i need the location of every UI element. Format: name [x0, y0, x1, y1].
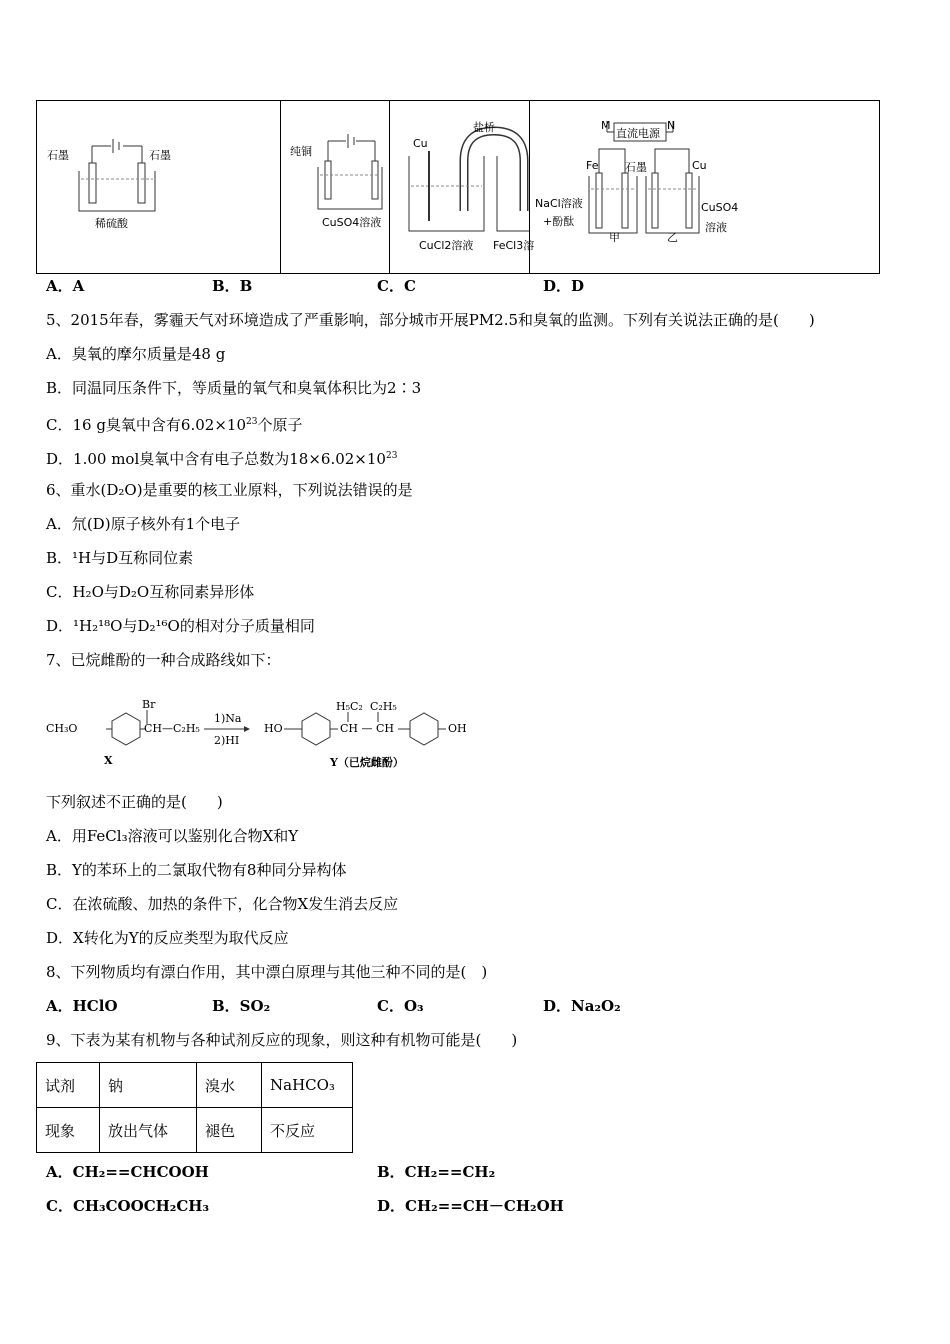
figure-c	[389, 101, 535, 273]
q5-option-a: A．臭氧的摩尔质量是48 g	[46, 345, 226, 363]
fig-d-n-label: N	[667, 119, 676, 132]
fig-b-left-label: 纯铜	[290, 145, 312, 158]
y-ethyl-right: C₂H₅	[370, 700, 397, 713]
fig-c-left-solution: CuCl2溶液	[419, 239, 474, 252]
q9-option-c: C．CH₃COOCH₂CH₃	[46, 1197, 210, 1215]
table-row	[37, 1063, 353, 1108]
fig-c-metal-label: Cu	[413, 137, 428, 150]
fig-d-left-solution2: +酚酞	[543, 215, 575, 228]
q4-option-d: D．D	[543, 277, 585, 295]
y-ethyl-left: H₅C₂	[336, 700, 363, 713]
figure-d	[529, 101, 879, 273]
q9-reaction-table	[36, 1062, 353, 1153]
q7-option-d: D．X转化为Y的反应类型为取代反应	[46, 929, 289, 947]
figure-a	[37, 101, 281, 273]
figure-b	[280, 101, 390, 273]
q4-option-a: A．A	[46, 277, 85, 295]
q6-option-a: A．氘(D)原子核外有1个电子	[46, 515, 241, 533]
q7-substem: 下列叙述不正确的是( )	[46, 793, 223, 811]
fig-a-right-label: 石墨	[149, 149, 171, 162]
fig-b-solution-label: CuSO4溶液	[322, 216, 382, 229]
q5-option-b: B．同温同压条件下，等质量的氧气和臭氧体积比为2∶3	[46, 379, 422, 397]
q6-option-b: B．¹H与D互称同位素	[46, 549, 194, 567]
table-row	[37, 1108, 353, 1153]
q4-option-b: B．B	[212, 277, 253, 295]
q5-option-c	[46, 412, 302, 435]
y-chain: CH — CH	[340, 722, 395, 735]
q5-c-text: C．16 g臭氧中含有6.02×10	[46, 416, 246, 434]
q7-option-c: C．在浓硫酸、加热的条件下，化合物X发生消去反应	[46, 895, 399, 913]
electrolysis-cell-b-diagram	[280, 101, 389, 273]
table-cell: 现象	[37, 1108, 100, 1153]
table-cell: 溴水	[197, 1063, 262, 1108]
q6-option-c: C．H₂O与D₂O互称同素异形体	[46, 583, 255, 601]
q8-option-d: D．Na₂O₂	[543, 997, 621, 1015]
fig-d-power-label: 直流电源	[616, 127, 660, 140]
q6-option-d: D．¹H₂¹⁸O与D₂¹⁶O的相对分子质量相同	[46, 617, 315, 635]
fig-d-cu-label: Cu	[692, 159, 707, 172]
fig-c-bridge-label: 盐桥	[473, 121, 495, 134]
table-cell: 不反应	[262, 1108, 353, 1153]
y-right-hydroxyl: OH	[448, 722, 467, 735]
fig-d-right-solution: CuSO4	[701, 201, 739, 214]
q8-option-c: C．O₃	[377, 997, 424, 1015]
fig-d-left-solution: NaCl溶液	[535, 197, 583, 210]
q5-option-d	[46, 446, 397, 469]
q7-stem: 7、已烷雌酚的一种合成路线如下：	[46, 651, 281, 669]
q6-stem: 6、重水(D₂O)是重要的核工业原料，下列说法错误的是	[46, 481, 413, 499]
x-bromo-label: Br	[142, 698, 156, 711]
q5-d-text: D．1.00 mol臭氧中含有电子总数为18×6.02×10	[46, 450, 386, 468]
table-cell: NaHCO₃	[262, 1063, 353, 1108]
q8-option-b: B．SO₂	[212, 997, 271, 1015]
q7-option-b: B．Y的苯环上的二氯取代物有8种同分异构体	[46, 861, 347, 879]
fig-d-yi-label: 乙	[667, 231, 678, 244]
electrolysis-cell-d-diagram	[529, 101, 879, 273]
q5-c-exponent: 23	[246, 417, 258, 427]
q4-option-c: C．C	[377, 277, 416, 295]
q7-reaction-scheme	[46, 694, 486, 774]
q5-c-tail: 个原子	[257, 416, 303, 434]
y-compound-label: Y（已烷雌酚）	[330, 756, 404, 769]
table-cell: 钠	[100, 1063, 197, 1108]
table-cell: 放出气体	[100, 1108, 197, 1153]
fig-c-right-solution: FeCl3溶	[493, 239, 535, 252]
q9-option-d: D．CH₂==CH－CH₂OH	[377, 1197, 564, 1215]
q9-option-a: A．CH₂==CHCOOH	[46, 1163, 209, 1181]
fig-d-jia-label: 甲	[609, 231, 620, 244]
reagent-step2: 2)HI	[214, 734, 240, 747]
table-cell: 褪色	[197, 1108, 262, 1153]
fig-d-m-label: M	[601, 119, 611, 132]
electrochem-figure	[36, 100, 880, 274]
x-side-chain: CH—C₂H₅	[144, 722, 200, 735]
electrolysis-cell-a-diagram	[37, 101, 280, 273]
q9-option-b: B．CH₂==CH₂	[377, 1163, 496, 1181]
q8-stem: 8、下列物质均有漂白作用，其中漂白原理与其他三种不同的是( )	[46, 963, 488, 981]
fig-a-left-label: 石墨	[47, 149, 69, 162]
x-methoxy-group: CH₃O	[46, 722, 78, 735]
q8-option-a: A．HClO	[46, 997, 118, 1015]
reagent-step1: 1)Na	[214, 712, 242, 725]
q9-stem: 9、下表为某有机物与各种试剂反应的现象，则这种有机物可能是( )	[46, 1031, 518, 1049]
x-compound-label: X	[104, 754, 113, 767]
fig-d-fe-label: Fe	[586, 159, 599, 172]
q7-option-a: A．用FeCl₃溶液可以鉴别化合物X和Y	[46, 827, 299, 845]
q5-d-exponent: 23	[385, 451, 398, 461]
table-cell: 试剂	[37, 1063, 100, 1108]
fig-d-graphite-label: 石墨	[625, 161, 647, 174]
q5-stem: 5、2015年春，雾霾天气对环境造成了严重影响，部分城市开展PM2.5和臭氧的监测。下列有关说法正确的是( )	[46, 311, 815, 329]
fig-a-solution-label: 稀硫酸	[95, 217, 128, 230]
y-left-hydroxyl: HO	[264, 722, 283, 735]
fig-d-right-solution2: 溶液	[705, 221, 727, 234]
